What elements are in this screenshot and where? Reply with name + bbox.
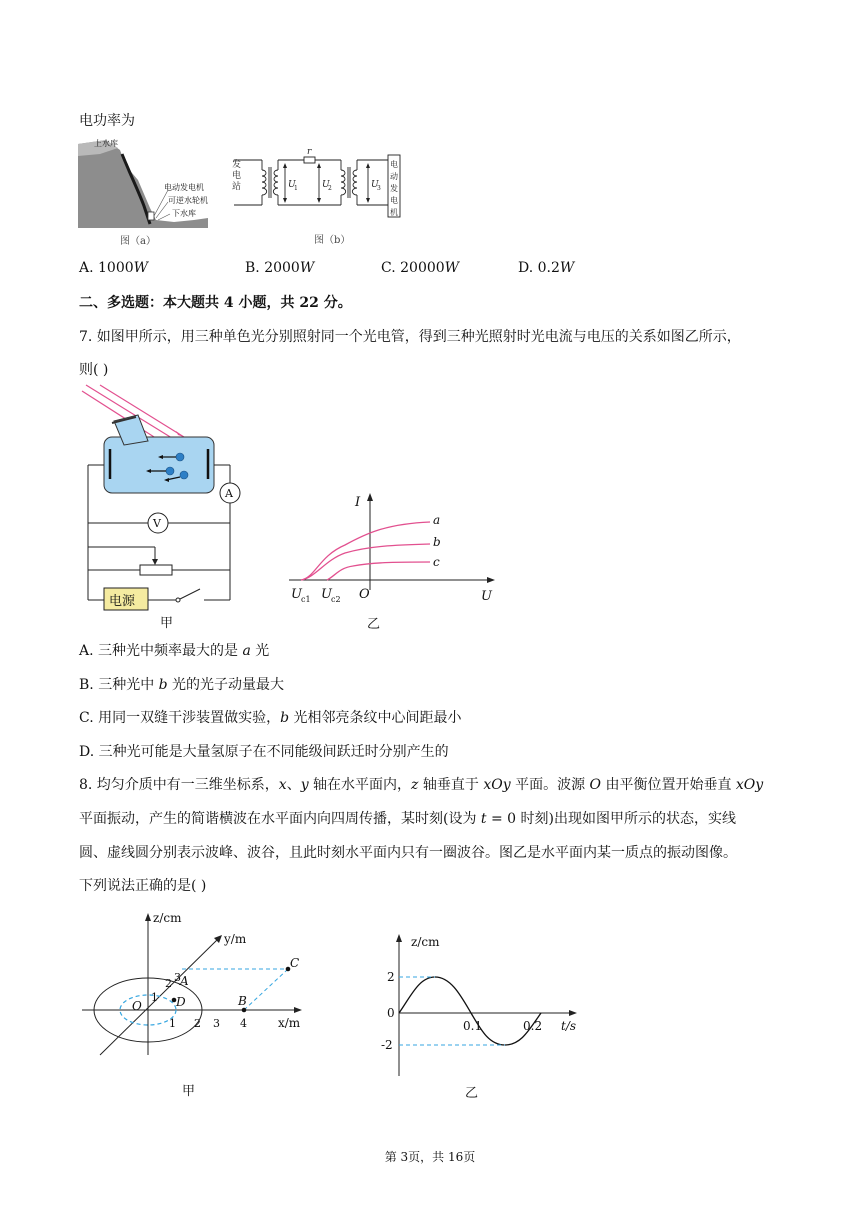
figure-jia-caption: 甲 — [182, 1084, 196, 1099]
motor-char-1: 电 — [390, 160, 398, 169]
lower-reservoir-label: 下水库 — [172, 209, 196, 218]
t-axis-label: t/s — [561, 1019, 577, 1033]
z-axis-label: z/cm — [411, 935, 440, 949]
q8-figure-jia — [78, 905, 308, 1105]
option-variable: a — [242, 643, 251, 659]
q7-option-c — [79, 708, 462, 728]
option-value: 2000 — [264, 260, 300, 276]
x-tick-01: 0.1 — [463, 1019, 483, 1033]
figure-yi-caption: 乙 — [367, 617, 381, 632]
point-d-label: D — [176, 995, 186, 1009]
reversible-turbine-label: 可逆水轮机 — [168, 196, 208, 205]
curve-b-label: b — [433, 535, 441, 549]
motor-char-5: 机 — [390, 208, 398, 217]
q7-stem-line2: 则( ) — [79, 362, 109, 378]
figure-jia-caption: 甲 — [160, 616, 174, 631]
q6-figure-b — [228, 145, 408, 251]
u1-label: U — [288, 180, 296, 190]
y-tick-0: 0 — [387, 1006, 395, 1020]
z-axis-label: z/cm — [153, 911, 182, 925]
q7-option-d — [79, 742, 449, 762]
q6-option-c — [381, 258, 459, 278]
x-tick-4: 4 — [240, 1017, 247, 1030]
y-tick-1: 1 — [151, 991, 158, 1004]
motor-char-2: 动 — [390, 172, 398, 181]
option-unit: W — [133, 260, 149, 276]
u1-sub: 1 — [294, 185, 298, 192]
q7-option-b — [79, 675, 284, 695]
x-tick-3: 3 — [213, 1017, 220, 1030]
u2-label: U — [322, 180, 330, 190]
curve-c — [327, 562, 430, 580]
option-variable: b — [280, 710, 290, 726]
x-tick-2: 2 — [194, 1017, 201, 1030]
option-text: 光的光子动量最大 — [167, 677, 285, 693]
y-tick-2: 2 — [165, 977, 172, 990]
figure-yi-caption: 乙 — [465, 1086, 479, 1101]
upper-reservoir-label: 上水库 — [94, 139, 118, 148]
voltmeter-symbol: V — [153, 517, 161, 530]
uc2-label: U — [321, 587, 332, 602]
x-axis-label: x/m — [278, 1016, 301, 1030]
q7-figure-yi — [285, 490, 500, 635]
point-c-label: C — [290, 956, 300, 970]
q7-figure-jia — [80, 385, 260, 635]
option-value: 0.2 — [537, 260, 560, 276]
option-text: B. 三种光中 — [79, 677, 159, 693]
station-char-1: 发 — [232, 160, 242, 170]
q8-line1: 8. 均匀介质中有一三维坐标系，𝑥、𝑦 轴在水平面内，𝑧 轴垂直于 𝑥𝑂𝑦 平面。波源 𝑂 由平衡位置开始垂直 𝑥𝑂𝑦 — [79, 777, 764, 793]
q7-stem-line1: 7. 如图甲所示，用三种单色光分别照射同一个光电管，得到三种光照射时光电流与电压的关系如图乙所示， — [79, 329, 741, 345]
figure-b-caption: 图（b） — [314, 235, 351, 246]
q8-figure-yi — [383, 930, 593, 1105]
uc1-sub: c1 — [301, 595, 311, 604]
curve-c-label: c — [433, 555, 440, 569]
uc1-label: U — [291, 587, 302, 602]
y-tick-neg2: -2 — [381, 1038, 393, 1052]
q8-line3: 圆、虚线圆分别表示波峰、波谷，且此时刻水平面内只有一圈波谷。图乙是水平面内某一质点的振动图像。 — [79, 845, 737, 861]
option-unit: W — [559, 260, 575, 276]
origin-label: O — [359, 587, 370, 602]
motor-char-3: 发 — [390, 184, 398, 193]
q8-line2: 平面振动，产生的简谐横波在水平面内向四周传播，某时刻(设为 𝑡 = 0 时刻)出现如图甲所示的状态，实线 — [79, 811, 736, 827]
station-char-2: 电 — [232, 171, 242, 181]
y-axis-label: I — [355, 495, 361, 510]
option-unit: W — [299, 260, 315, 276]
station-char-3: 站 — [232, 182, 242, 192]
u3-label: U — [371, 180, 379, 190]
q6-option-d — [518, 258, 574, 278]
curve-a-label: a — [433, 513, 441, 527]
point-a-label: A — [180, 974, 189, 988]
curve-a — [301, 522, 430, 580]
y-tick-3: 3 — [174, 971, 181, 984]
resistor-label: r — [307, 147, 312, 157]
option-letter: B. — [245, 260, 265, 276]
x-tick-1: 1 — [169, 1017, 176, 1030]
y-tick-2: 2 — [387, 970, 395, 984]
page-footer: 第 3页，共 16页 — [384, 1150, 476, 1164]
ammeter-symbol: A — [225, 487, 233, 500]
x-tick-02: 0.2 — [523, 1019, 543, 1033]
q6-option-b — [245, 258, 314, 278]
option-letter: A. — [79, 260, 99, 276]
section-title: 二、多选题：本大题共 4 小题，共 22 分。 — [79, 295, 352, 311]
option-text: 光相邻亮条纹中心间距最小 — [289, 710, 462, 726]
y-axis-label: y/m — [224, 932, 247, 946]
point-o-label: O — [132, 999, 142, 1013]
option-text: D. 三种光可能是大量氢原子在不同能级间跃迁时分别产生的 — [79, 744, 449, 760]
q6-tail-text: 电功率为 — [79, 113, 135, 129]
x-axis-label: U — [481, 589, 492, 604]
u3-sub: 3 — [377, 185, 381, 192]
motor-char-4: 电 — [390, 196, 398, 205]
option-value: 20000 — [400, 260, 445, 276]
q7-option-a — [79, 641, 269, 661]
u2-sub: 2 — [328, 185, 332, 192]
power-supply-label: 电源 — [109, 594, 136, 609]
q6-figure-a — [78, 136, 213, 251]
option-letter: C. — [381, 260, 401, 276]
option-text: A. 三种光中频率最大的是 — [79, 643, 243, 659]
option-variable: b — [158, 677, 168, 693]
option-value: 1000 — [98, 260, 134, 276]
option-letter: D. — [518, 260, 538, 276]
q8-line4: 下列说法正确的是( ) — [79, 878, 207, 894]
option-text: 光 — [250, 643, 270, 659]
figure-a-caption: 图（a） — [120, 236, 156, 247]
uc2-sub: c2 — [331, 595, 341, 604]
option-unit: W — [444, 260, 460, 276]
option-text: C. 用同一双缝干涉装置做实验， — [79, 710, 281, 726]
q6-option-a — [79, 258, 148, 278]
point-b-label: B — [238, 994, 247, 1008]
vibration-curve — [399, 977, 541, 1045]
motor-generator-label: 电动发电机 — [164, 183, 204, 192]
